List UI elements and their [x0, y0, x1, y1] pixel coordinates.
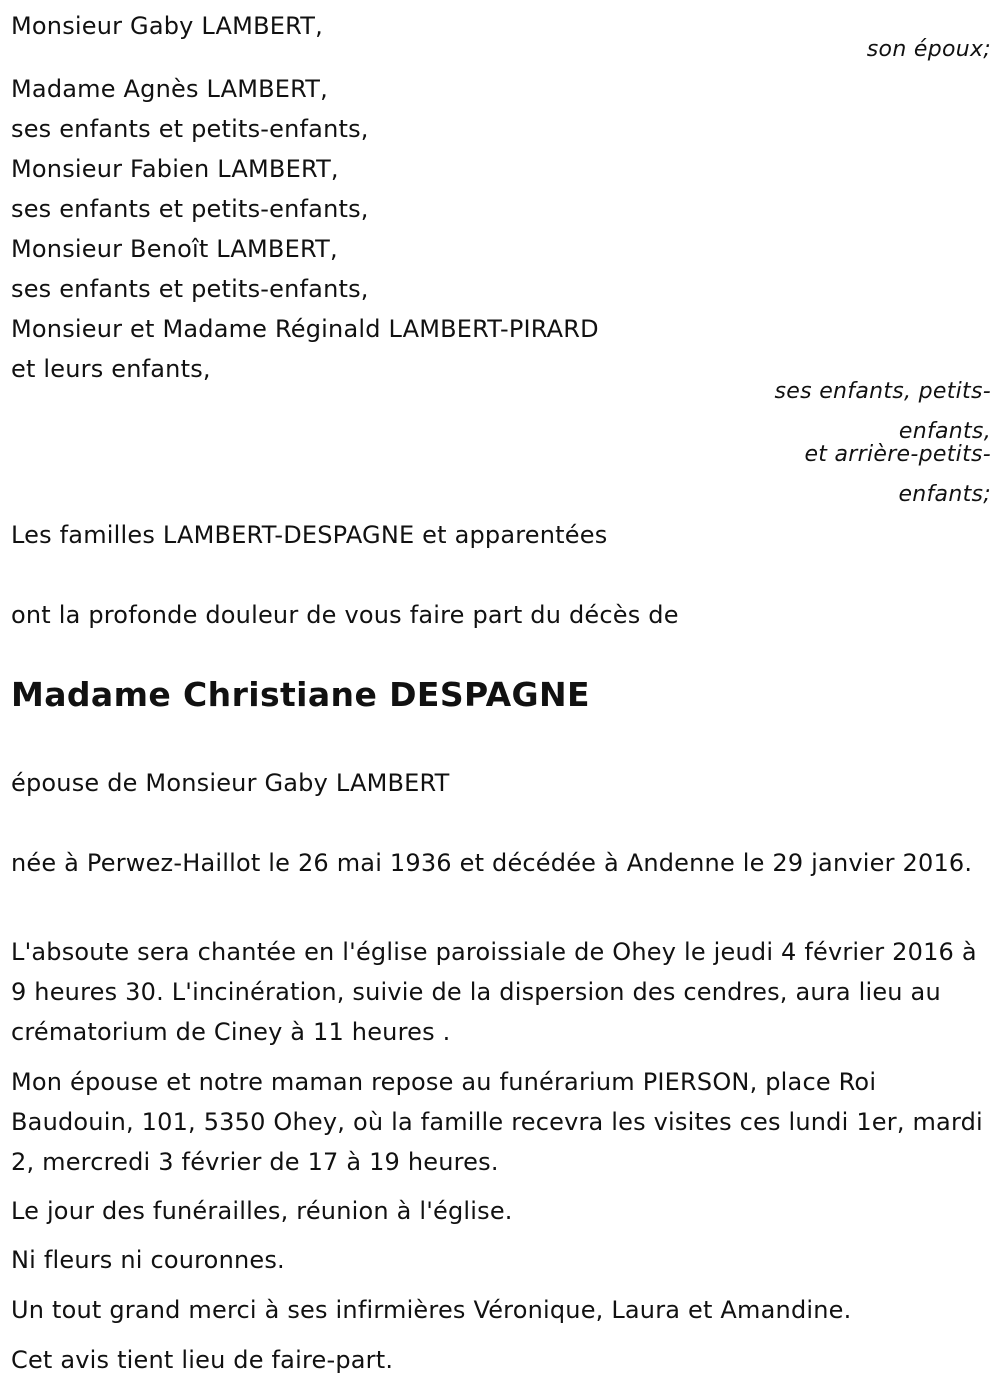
ceremony-paragraph: L'absoute sera chantée en l'église paroissiale de Ohey le jeudi 4 février 2016 à 9 heures 30. L'incinération, suivie de la dispersion des cendres, aura lieu au crématorium de Ciney à 11 heures .	[11, 938, 977, 1046]
flowers-paragraph: Ni fleurs ni couronnes.	[11, 1246, 285, 1274]
husband-line: Monsieur Gaby LAMBERT,	[11, 12, 323, 40]
children-role-line: et arrière-petits-	[804, 442, 991, 467]
children-role-line: ses enfants, petits-	[774, 379, 991, 404]
family-member-line: Monsieur et Madame Réginald LAMBERT-PIRARD	[11, 315, 599, 343]
husband-role: son époux;	[866, 37, 991, 62]
deceased-name: Madame Christiane DESPAGNE	[11, 675, 590, 714]
meeting-paragraph: Le jour des funérailles, réunion à l'église.	[11, 1197, 513, 1225]
family-member-line: Monsieur Benoît LAMBERT,	[11, 235, 338, 263]
family-member-line: et leurs enfants,	[11, 355, 211, 383]
children-role-line: enfants;	[898, 482, 991, 507]
funeral-home-paragraph: Mon épouse et notre maman repose au funérarium PIERSON, place Roi Baudouin, 101, 5350 Ohey, où la famille recevra les visites ces lundi 1er, mardi 2, mercredi 3 février de 17 à 19 heures.	[11, 1068, 983, 1176]
family-member-line: Madame Agnès LAMBERT,	[11, 75, 328, 103]
families-line: Les familles LAMBERT-DESPAGNE et apparentées	[11, 521, 608, 549]
family-member-line: ses enfants et petits-enfants,	[11, 195, 369, 223]
family-member-line: ses enfants et petits-enfants,	[11, 115, 369, 143]
children-role-line: enfants,	[898, 419, 991, 444]
family-member-line: Monsieur Fabien LAMBERT,	[11, 155, 339, 183]
birth-death-paragraph: née à Perwez-Haillot le 26 mai 1936 et décédée à Andenne le 29 janvier 2016.	[11, 849, 973, 877]
thanks-paragraph: Un tout grand merci à ses infirmières Véronique, Laura et Amandine.	[11, 1296, 852, 1324]
notice-paragraph: Cet avis tient lieu de faire-part.	[11, 1346, 394, 1374]
family-member-line: ses enfants et petits-enfants,	[11, 275, 369, 303]
announcement-line: ont la profonde douleur de vous faire part du décès de	[11, 601, 679, 629]
spouse-line: épouse de Monsieur Gaby LAMBERT	[11, 769, 450, 797]
